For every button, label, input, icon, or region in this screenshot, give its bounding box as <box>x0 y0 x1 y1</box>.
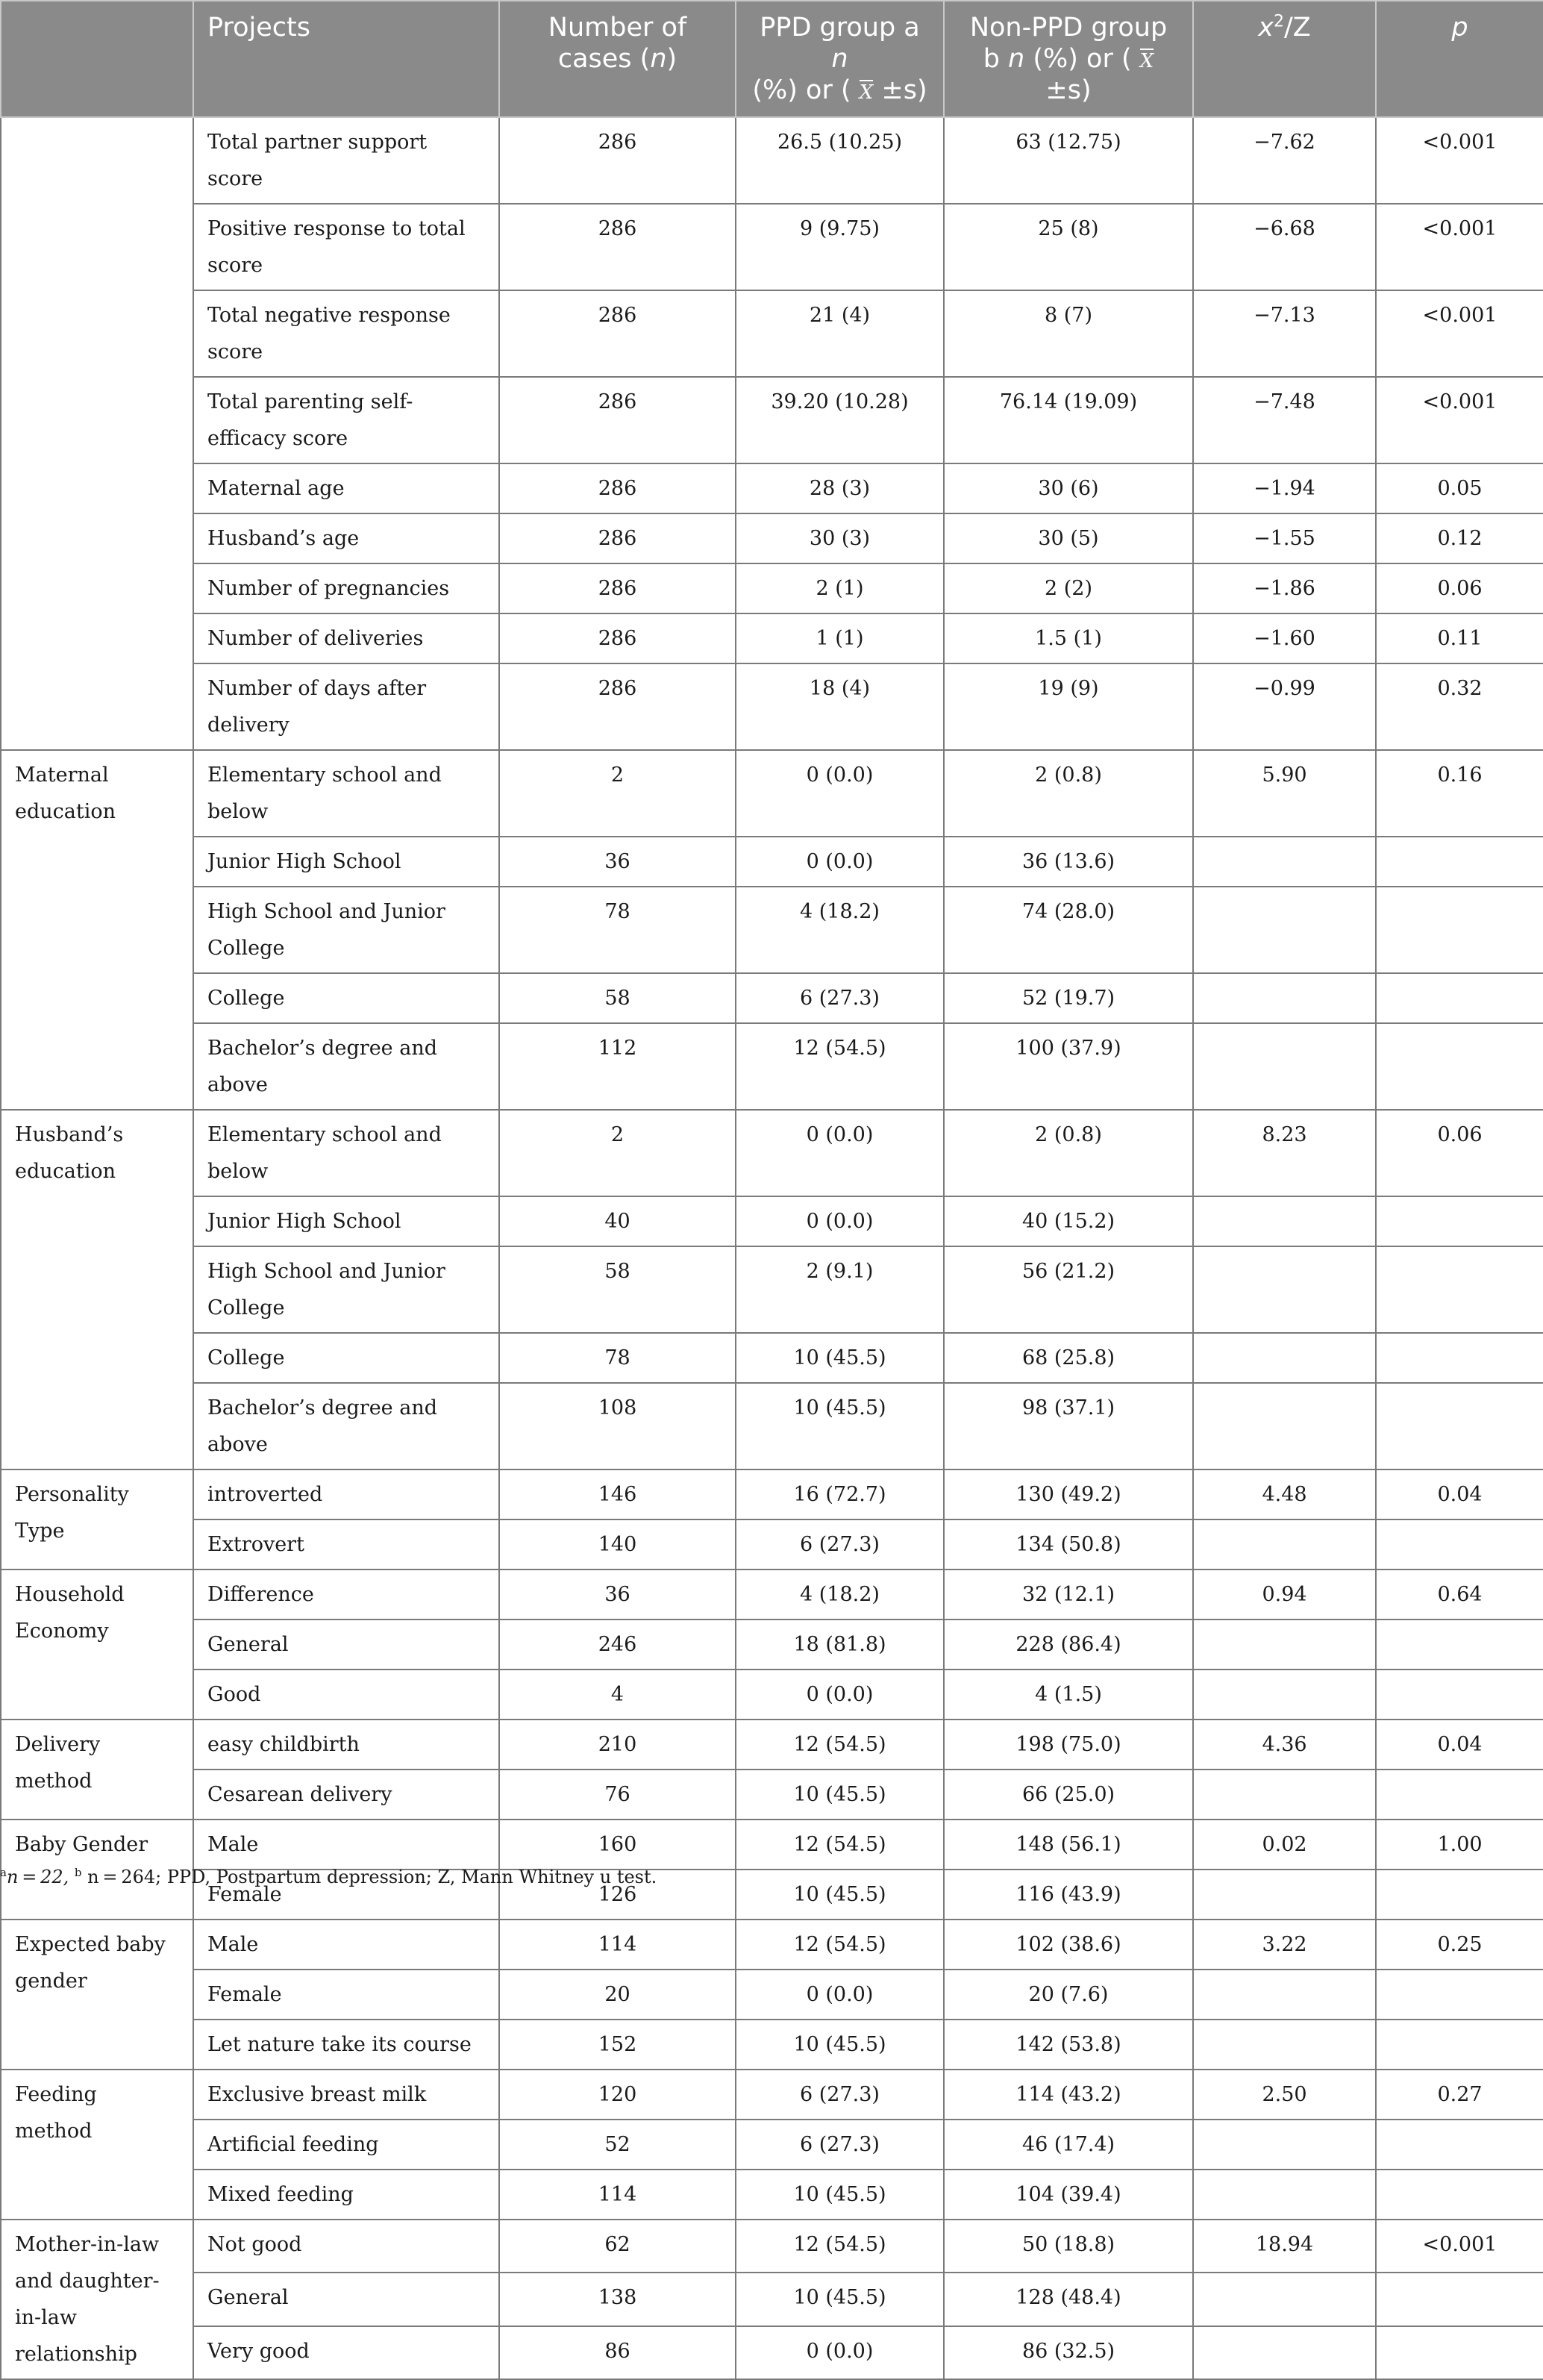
non-ppd-cell: 104 (39.4) <box>944 2170 1193 2220</box>
item-cell: Female <box>193 1970 499 2020</box>
cases-cell: 58 <box>499 1246 736 1333</box>
ppd-cell: 0 (0.0) <box>736 1196 944 1246</box>
header-projects: Projects <box>193 1 499 117</box>
non-ppd-cell: 116 (43.9) <box>944 1870 1193 1920</box>
p-value-cell: <0.001 <box>1376 290 1543 377</box>
ppd-cell: 39.20 (10.28) <box>736 377 944 463</box>
item-cell: Good <box>193 1670 499 1720</box>
ppd-cell: 21 (4) <box>736 290 944 377</box>
statistic-cell <box>1193 837 1376 887</box>
statistic-cell <box>1193 1023 1376 1110</box>
header-category <box>1 1 193 117</box>
p-value-cell <box>1376 1383 1543 1469</box>
p-value-cell: 0.25 <box>1376 1920 1543 1970</box>
category-cell <box>1 117 193 750</box>
p-value-cell: 0.32 <box>1376 663 1543 750</box>
cases-cell: 40 <box>499 1196 736 1246</box>
p-value-cell: <0.001 <box>1376 117 1543 204</box>
ppd-cell: 12 (54.5) <box>736 1720 944 1770</box>
non-ppd-cell: 32 (12.1) <box>944 1570 1193 1620</box>
non-ppd-cell: 25 (8) <box>944 204 1193 290</box>
statistic-cell <box>1193 887 1376 973</box>
table-row <box>1 750 1543 837</box>
table-row <box>1 117 1543 204</box>
table-row <box>1 2220 1543 2273</box>
p-value-cell: 0.12 <box>1376 513 1543 563</box>
cases-cell: 286 <box>499 463 736 513</box>
table-row <box>1 973 1543 1023</box>
cases-cell: 58 <box>499 973 736 1023</box>
item-cell: Elementary school and below <box>193 1110 499 1196</box>
non-ppd-cell: 20 (7.6) <box>944 1970 1193 2020</box>
item-cell: Cesarean delivery <box>193 1770 499 1820</box>
header-number-of-cases: Number of cases (n) <box>499 1 736 117</box>
cases-cell: 286 <box>499 377 736 463</box>
cases-cell: 78 <box>499 1333 736 1383</box>
ppd-cell: 6 (27.3) <box>736 2120 944 2170</box>
item-cell: Number of pregnancies <box>193 563 499 613</box>
statistic-cell: 0.94 <box>1193 1570 1376 1620</box>
item-cell: Total negative response score <box>193 290 499 377</box>
cases-cell: 286 <box>499 290 736 377</box>
item-cell: Let nature take its course <box>193 2020 499 2070</box>
table-row <box>1 1519 1543 1570</box>
table-row <box>1 1570 1543 1620</box>
p-value-cell: 0.04 <box>1376 1720 1543 1770</box>
p-value-cell <box>1376 1620 1543 1670</box>
cases-cell: 286 <box>499 204 736 290</box>
cases-cell: 246 <box>499 1620 736 1670</box>
cases-cell: 114 <box>499 1920 736 1970</box>
non-ppd-cell: 98 (37.1) <box>944 1383 1193 1469</box>
p-value-cell: 0.06 <box>1376 563 1543 613</box>
item-cell: Bachelor’s degree and above <box>193 1383 499 1469</box>
ppd-cell: 18 (81.8) <box>736 1620 944 1670</box>
statistic-cell <box>1193 2120 1376 2170</box>
table-body <box>1 117 1543 2379</box>
non-ppd-cell: 114 (43.2) <box>944 2070 1193 2120</box>
statistic-cell <box>1193 1670 1376 1720</box>
non-ppd-cell: 2 (0.8) <box>944 1110 1193 1196</box>
statistic-cell <box>1193 1519 1376 1570</box>
item-cell: Maternal age <box>193 463 499 513</box>
item-cell: Difference <box>193 1570 499 1620</box>
table-row <box>1 887 1543 973</box>
item-cell: Total partner support score <box>193 117 499 204</box>
item-cell: easy childbirth <box>193 1720 499 1770</box>
statistic-cell: 2.50 <box>1193 2070 1376 2120</box>
item-cell: Extrovert <box>193 1519 499 1570</box>
non-ppd-cell: 52 (19.7) <box>944 973 1193 1023</box>
footnote-b-text: n = 264; PPD, Postpartum depression; Z, Mann Whitney u test. <box>81 1867 657 1887</box>
item-cell: General <box>193 2273 499 2326</box>
ppd-cell: 28 (3) <box>736 463 944 513</box>
cases-cell: 286 <box>499 663 736 750</box>
statistic-cell <box>1193 2326 1376 2379</box>
non-ppd-cell: 148 (56.1) <box>944 1820 1193 1870</box>
p-value-cell: 1.00 <box>1376 1820 1543 1870</box>
cases-cell: 286 <box>499 563 736 613</box>
cases-cell: 2 <box>499 1110 736 1196</box>
non-ppd-cell: 50 (18.8) <box>944 2220 1193 2273</box>
table-row <box>1 463 1543 513</box>
item-cell: High School and Junior College <box>193 887 499 973</box>
ppd-cell: 2 (9.1) <box>736 1246 944 1333</box>
item-cell: Exclusive breast milk <box>193 2070 499 2120</box>
table-row <box>1 1246 1543 1333</box>
non-ppd-cell: 4 (1.5) <box>944 1670 1193 1720</box>
p-value-cell: <0.001 <box>1376 377 1543 463</box>
ppd-cell: 12 (54.5) <box>736 1920 944 1970</box>
p-value-cell: 0.05 <box>1376 463 1543 513</box>
non-ppd-cell: 142 (53.8) <box>944 2020 1193 2070</box>
cases-cell: 76 <box>499 1770 736 1820</box>
non-ppd-cell: 56 (21.2) <box>944 1246 1193 1333</box>
ppd-cell: 6 (27.3) <box>736 2070 944 2120</box>
item-cell: Positive response to total score <box>193 204 499 290</box>
item-cell: College <box>193 1333 499 1383</box>
cases-cell: 210 <box>499 1720 736 1770</box>
statistic-cell <box>1193 1246 1376 1333</box>
header-p-value: p <box>1376 1 1543 117</box>
ppd-cell: 0 (0.0) <box>736 1110 944 1196</box>
table-row <box>1 377 1543 463</box>
non-ppd-cell: 74 (28.0) <box>944 887 1193 973</box>
cases-cell: 114 <box>499 2170 736 2220</box>
footnote-a-text: n = 22, <box>6 1867 75 1887</box>
cases-cell: 36 <box>499 1570 736 1620</box>
cases-cell: 140 <box>499 1519 736 1570</box>
non-ppd-cell: 2 (0.8) <box>944 750 1193 837</box>
statistic-cell: 8.23 <box>1193 1110 1376 1196</box>
footnote-a-marker: a <box>0 1866 7 1879</box>
non-ppd-cell: 19 (9) <box>944 663 1193 750</box>
non-ppd-cell: 128 (48.4) <box>944 2273 1193 2326</box>
item-cell: Not good <box>193 2220 499 2273</box>
statistic-cell: −1.94 <box>1193 463 1376 513</box>
non-ppd-cell: 30 (5) <box>944 513 1193 563</box>
cases-cell: 286 <box>499 513 736 563</box>
statistic-cell <box>1193 2170 1376 2220</box>
cases-cell: 108 <box>499 1383 736 1469</box>
p-value-cell: 0.64 <box>1376 1570 1543 1620</box>
table-row <box>1 1920 1543 1970</box>
non-ppd-cell: 68 (25.8) <box>944 1333 1193 1383</box>
item-cell: Elementary school and below <box>193 750 499 837</box>
ppd-cell: 6 (27.3) <box>736 973 944 1023</box>
header-statistic: $x^2/Z$ <box>1193 1 1376 117</box>
cases-cell: 20 <box>499 1970 736 2020</box>
table-row <box>1 1970 1543 2020</box>
non-ppd-cell: 30 (6) <box>944 463 1193 513</box>
item-cell: Number of days after delivery <box>193 663 499 750</box>
ppd-cell: 2 (1) <box>736 563 944 613</box>
ppd-cell: 10 (45.5) <box>736 2020 944 2070</box>
p-value-cell <box>1376 837 1543 887</box>
statistic-cell <box>1193 973 1376 1023</box>
table-row <box>1 2326 1543 2379</box>
ppd-cell: 4 (18.2) <box>736 887 944 973</box>
table-row <box>1 1333 1543 1383</box>
table-row <box>1 1023 1543 1110</box>
table-row <box>1 2120 1543 2170</box>
statistic-cell: −1.86 <box>1193 563 1376 613</box>
table-row <box>1 1110 1543 1196</box>
p-value-cell <box>1376 2170 1543 2220</box>
item-cell: introverted <box>193 1469 499 1519</box>
statistic-cell: 3.22 <box>1193 1920 1376 1970</box>
item-cell: High School and Junior College <box>193 1246 499 1333</box>
statistic-cell: 4.48 <box>1193 1469 1376 1519</box>
item-cell: Male <box>193 1920 499 1970</box>
statistic-cell: −6.68 <box>1193 204 1376 290</box>
non-ppd-cell: 8 (7) <box>944 290 1193 377</box>
ppd-cell: 1 (1) <box>736 613 944 663</box>
p-value-cell: 0.27 <box>1376 2070 1543 2120</box>
header-row <box>1 1 1543 117</box>
cases-cell: 4 <box>499 1670 736 1720</box>
ppd-cell: 0 (0.0) <box>736 1670 944 1720</box>
statistic-cell: −7.48 <box>1193 377 1376 463</box>
item-cell: Very good <box>193 2326 499 2379</box>
cases-cell: 160 <box>499 1820 736 1870</box>
p-value-cell: 0.16 <box>1376 750 1543 837</box>
ppd-cell: 0 (0.0) <box>736 837 944 887</box>
ppd-cell: 26.5 (10.25) <box>736 117 944 204</box>
category-cell: Maternal education <box>1 750 193 1110</box>
cases-cell: 36 <box>499 837 736 887</box>
statistic-cell: 5.90 <box>1193 750 1376 837</box>
cases-cell: 152 <box>499 2020 736 2070</box>
statistic-cell: −1.60 <box>1193 613 1376 663</box>
item-cell: Husband’s age <box>193 513 499 563</box>
p-value-cell <box>1376 2273 1543 2326</box>
ppd-cell: 10 (45.5) <box>736 1770 944 1820</box>
p-value-cell <box>1376 2326 1543 2379</box>
item-cell: Number of deliveries <box>193 613 499 663</box>
category-cell: Delivery method <box>1 1720 193 1820</box>
cases-cell: 286 <box>499 117 736 204</box>
category-cell: Expected baby gender <box>1 1920 193 2070</box>
item-cell: College <box>193 973 499 1023</box>
non-ppd-cell: 66 (25.0) <box>944 1770 1193 1820</box>
p-value-cell: 0.11 <box>1376 613 1543 663</box>
ppd-cell: 10 (45.5) <box>736 2273 944 2326</box>
ppd-cell: 30 (3) <box>736 513 944 563</box>
table-row <box>1 1196 1543 1246</box>
table-row <box>1 1720 1543 1770</box>
statistic-cell <box>1193 2273 1376 2326</box>
category-cell: Mother-in-law and daughter-in-law relationship <box>1 2220 193 2379</box>
table-row <box>1 2070 1543 2120</box>
p-value-cell <box>1376 1333 1543 1383</box>
ppd-cell: 10 (45.5) <box>736 1870 944 1920</box>
cases-cell: 86 <box>499 2326 736 2379</box>
non-ppd-cell: 1.5 (1) <box>944 613 1193 663</box>
non-ppd-cell: 198 (75.0) <box>944 1720 1193 1770</box>
category-cell: Feeding method <box>1 2070 193 2220</box>
p-value-cell: 0.06 <box>1376 1110 1543 1196</box>
category-cell: Baby Gender <box>1 1820 193 1920</box>
header-non-ppd-group: Non-PPD group b n (%) or ( X ±s) <box>944 1 1193 117</box>
table-row <box>1 663 1543 750</box>
p-value-cell <box>1376 1023 1543 1110</box>
p-value-cell <box>1376 1519 1543 1570</box>
ppd-cell: 6 (27.3) <box>736 1519 944 1570</box>
cases-cell: 120 <box>499 2070 736 2120</box>
table-row <box>1 1770 1543 1820</box>
statistic-cell <box>1193 1196 1376 1246</box>
p-value-cell <box>1376 1670 1543 1720</box>
table-row <box>1 2273 1543 2326</box>
statistic-cell: −0.99 <box>1193 663 1376 750</box>
item-cell: Junior High School <box>193 837 499 887</box>
cases-cell: 138 <box>499 2273 736 2326</box>
statistic-cell <box>1193 1970 1376 2020</box>
statistic-cell: 4.36 <box>1193 1720 1376 1770</box>
non-ppd-cell: 130 (49.2) <box>944 1469 1193 1519</box>
table-row <box>1 2020 1543 2070</box>
p-value-cell: 0.04 <box>1376 1469 1543 1519</box>
cases-cell: 126 <box>499 1870 736 1920</box>
statistic-cell: 18.94 <box>1193 2220 1376 2273</box>
ppd-cell: 0 (0.0) <box>736 750 944 837</box>
item-cell: General <box>193 1620 499 1670</box>
item-cell: Artificial feeding <box>193 2120 499 2170</box>
cases-cell: 146 <box>499 1469 736 1519</box>
item-cell: Female <box>193 1870 499 1920</box>
ppd-cell: 10 (45.5) <box>736 1383 944 1469</box>
non-ppd-cell: 2 (2) <box>944 563 1193 613</box>
p-value-cell <box>1376 2020 1543 2070</box>
cases-cell: 112 <box>499 1023 736 1110</box>
ppd-cell: 10 (45.5) <box>736 1333 944 1383</box>
statistic-cell: −1.55 <box>1193 513 1376 563</box>
non-ppd-cell: 100 (37.9) <box>944 1023 1193 1110</box>
p-value-cell <box>1376 1246 1543 1333</box>
table-row <box>1 613 1543 663</box>
non-ppd-cell: 134 (50.8) <box>944 1519 1193 1570</box>
non-ppd-cell: 76.14 (19.09) <box>944 377 1193 463</box>
header-ppd-group: PPD group a n (%) or ( X ±s) <box>736 1 944 117</box>
cases-cell: 2 <box>499 750 736 837</box>
category-cell: Husband’s education <box>1 1110 193 1469</box>
non-ppd-cell: 63 (12.75) <box>944 117 1193 204</box>
ppd-cell: 9 (9.75) <box>736 204 944 290</box>
table-row <box>1 563 1543 613</box>
p-value-cell <box>1376 1970 1543 2020</box>
table-footnote <box>0 1866 1543 1887</box>
item-cell: Total parenting self-efficacy score <box>193 377 499 463</box>
category-cell: Personality Type <box>1 1469 193 1570</box>
p-value-cell <box>1376 2120 1543 2170</box>
item-cell: Bachelor’s degree and above <box>193 1023 499 1110</box>
footnote-b-marker: b <box>74 1866 82 1879</box>
item-cell: Junior High School <box>193 1196 499 1246</box>
cases-cell: 52 <box>499 2120 736 2170</box>
non-ppd-cell: 46 (17.4) <box>944 2120 1193 2170</box>
p-value-cell: <0.001 <box>1376 204 1543 290</box>
statistic-cell <box>1193 2020 1376 2070</box>
table-row <box>1 1670 1543 1720</box>
ppd-cell: 4 (18.2) <box>736 1570 944 1620</box>
ppd-cell: 0 (0.0) <box>736 2326 944 2379</box>
cases-cell: 78 <box>499 887 736 973</box>
ppd-cell: 12 (54.5) <box>736 2220 944 2273</box>
ppd-cell: 16 (72.7) <box>736 1469 944 1519</box>
cases-cell: 286 <box>499 613 736 663</box>
statistic-cell: −7.13 <box>1193 290 1376 377</box>
statistic-cell <box>1193 1620 1376 1670</box>
table-row <box>1 204 1543 290</box>
ppd-cell: 12 (54.5) <box>736 1023 944 1110</box>
table-row <box>1 2170 1543 2220</box>
cases-cell: 62 <box>499 2220 736 2273</box>
p-value-cell <box>1376 1770 1543 1820</box>
statistic-cell: −7.62 <box>1193 117 1376 204</box>
p-value-cell <box>1376 973 1543 1023</box>
table-row <box>1 513 1543 563</box>
statistic-cell <box>1193 1770 1376 1820</box>
statistic-cell: 0.02 <box>1193 1820 1376 1870</box>
statistic-cell <box>1193 1333 1376 1383</box>
table-row <box>1 1620 1543 1670</box>
ppd-cell: 12 (54.5) <box>736 1820 944 1870</box>
table-row <box>1 1820 1543 1870</box>
p-value-cell: <0.001 <box>1376 2220 1543 2273</box>
p-value-cell <box>1376 1196 1543 1246</box>
table-row <box>1 1383 1543 1469</box>
table-row <box>1 1469 1543 1519</box>
table-row <box>1 290 1543 377</box>
category-cell: Household Economy <box>1 1570 193 1720</box>
item-cell: Mixed feeding <box>193 2170 499 2220</box>
non-ppd-cell: 40 (15.2) <box>944 1196 1193 1246</box>
ppd-cell: 18 (4) <box>736 663 944 750</box>
ppd-cell: 10 (45.5) <box>736 2170 944 2220</box>
table-row <box>1 837 1543 887</box>
non-ppd-cell: 86 (32.5) <box>944 2326 1193 2379</box>
non-ppd-cell: 36 (13.6) <box>944 837 1193 887</box>
statistic-cell <box>1193 1383 1376 1469</box>
non-ppd-cell: 102 (38.6) <box>944 1920 1193 1970</box>
non-ppd-cell: 228 (86.4) <box>944 1620 1193 1670</box>
item-cell: Male <box>193 1820 499 1870</box>
p-value-cell <box>1376 887 1543 973</box>
ppd-cell: 0 (0.0) <box>736 1970 944 2020</box>
